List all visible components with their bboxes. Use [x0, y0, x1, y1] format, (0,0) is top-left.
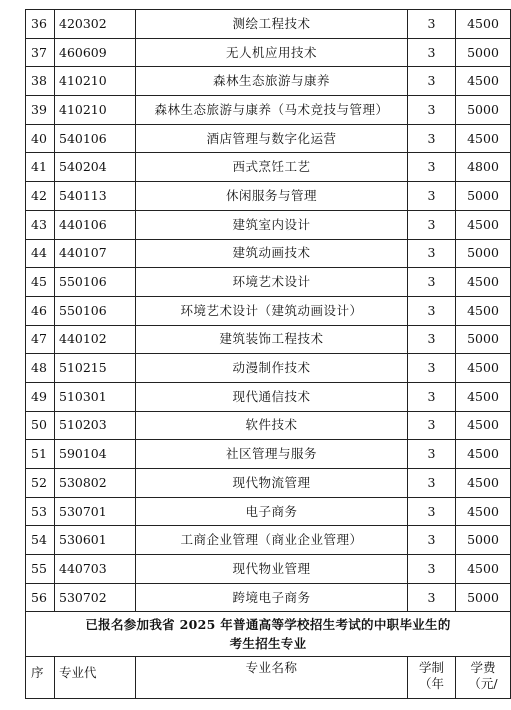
cell-years: 3: [408, 153, 456, 182]
cell-major-code: 540204: [55, 153, 136, 182]
cell-index: 54: [26, 526, 55, 555]
cell-major-name: 无人机应用技术: [136, 38, 408, 67]
header-fee: [456, 657, 511, 699]
cell-years: 3: [408, 411, 456, 440]
cell-major-name: 现代通信技术: [136, 382, 408, 411]
cell-major-code: 510215: [55, 354, 136, 383]
cell-years: 3: [408, 38, 456, 67]
cell-major-code: 540113: [55, 182, 136, 211]
cell-major-code: 530702: [55, 583, 136, 612]
cell-index: 41: [26, 153, 55, 182]
cell-index: 51: [26, 440, 55, 469]
cell-major-code: 440703: [55, 555, 136, 584]
cell-index: 37: [26, 38, 55, 67]
table-row: [26, 411, 511, 440]
cell-index: 38: [26, 67, 55, 96]
cell-years: 3: [408, 440, 456, 469]
cell-major-code: 510301: [55, 382, 136, 411]
cell-major-code: 510203: [55, 411, 136, 440]
cell-fee: 4500: [456, 354, 511, 383]
cell-major-name: 现代物业管理: [136, 555, 408, 584]
cell-years: 3: [408, 10, 456, 39]
section-row: [26, 612, 511, 657]
cell-major-name: 森林生态旅游与康养: [136, 67, 408, 96]
majors-table-body: [26, 10, 511, 612]
cell-major-name: 工商企业管理（商业企业管理）: [136, 526, 408, 555]
section-block: [26, 612, 511, 699]
cell-major-code: 590104: [55, 440, 136, 469]
cell-fee: 5000: [456, 38, 511, 67]
cell-index: 48: [26, 354, 55, 383]
cell-index: 36: [26, 10, 55, 39]
header-years-line1: 学制: [418, 660, 444, 676]
cell-fee: 4500: [456, 124, 511, 153]
cell-fee: 4500: [456, 469, 511, 498]
header-fee-line1: 学费: [470, 660, 496, 676]
cell-index: 40: [26, 124, 55, 153]
table-row: [26, 526, 511, 555]
cell-major-name: 跨境电子商务: [136, 583, 408, 612]
cell-index: 39: [26, 96, 55, 125]
table-row: [26, 124, 511, 153]
column-header-row: [26, 657, 511, 699]
cell-major-code: 440107: [55, 239, 136, 268]
cell-major-code: 460609: [55, 38, 136, 67]
cell-major-code: 440102: [55, 325, 136, 354]
cell-major-name: 环境艺术设计（建筑动画设计）: [136, 296, 408, 325]
header-major-name: 专业名称: [136, 657, 408, 699]
cell-years: 3: [408, 526, 456, 555]
header-years-line2: （年: [418, 676, 444, 692]
table-row: [26, 153, 511, 182]
cell-years: 3: [408, 268, 456, 297]
cell-years: 3: [408, 96, 456, 125]
cell-index: 45: [26, 268, 55, 297]
section-title: [26, 612, 511, 657]
cell-years: 3: [408, 497, 456, 526]
cell-fee: 4500: [456, 67, 511, 96]
cell-index: 42: [26, 182, 55, 211]
cell-fee: 4500: [456, 497, 511, 526]
cell-major-name: 西式烹饪工艺: [136, 153, 408, 182]
cell-index: 53: [26, 497, 55, 526]
cell-fee: 5000: [456, 239, 511, 268]
header-index: 序: [26, 657, 55, 699]
table-row: [26, 67, 511, 96]
table-row: [26, 296, 511, 325]
cell-major-name: 建筑动画技术: [136, 239, 408, 268]
header-fee-line2: （元/: [468, 676, 498, 692]
cell-fee: 5000: [456, 526, 511, 555]
table-row: [26, 583, 511, 612]
cell-fee: 4500: [456, 10, 511, 39]
table-row: [26, 555, 511, 584]
cell-major-code: 550106: [55, 296, 136, 325]
cell-fee: 5000: [456, 583, 511, 612]
cell-major-name: 测绘工程技术: [136, 10, 408, 39]
cell-years: 3: [408, 354, 456, 383]
cell-fee: 4500: [456, 411, 511, 440]
cell-index: 56: [26, 583, 55, 612]
cell-index: 46: [26, 296, 55, 325]
cell-major-name: 酒店管理与数字化运营: [136, 124, 408, 153]
cell-fee: 4500: [456, 268, 511, 297]
table-row: [26, 210, 511, 239]
table-row: [26, 38, 511, 67]
cell-major-code: 410210: [55, 96, 136, 125]
cell-major-code: 440106: [55, 210, 136, 239]
cell-years: 3: [408, 296, 456, 325]
table-row: [26, 354, 511, 383]
table-row: [26, 382, 511, 411]
cell-years: 3: [408, 583, 456, 612]
table-row: [26, 497, 511, 526]
cell-major-name: 环境艺术设计: [136, 268, 408, 297]
cell-index: 55: [26, 555, 55, 584]
cell-major-name: 休闲服务与管理: [136, 182, 408, 211]
cell-major-code: 410210: [55, 67, 136, 96]
cell-index: 50: [26, 411, 55, 440]
table-row: [26, 440, 511, 469]
cell-major-code: 420302: [55, 10, 136, 39]
cell-major-code: 530802: [55, 469, 136, 498]
header-major-code: 专业代: [55, 657, 136, 699]
cell-index: 44: [26, 239, 55, 268]
cell-fee: 4500: [456, 296, 511, 325]
cell-years: 3: [408, 382, 456, 411]
cell-years: 3: [408, 469, 456, 498]
majors-table: [25, 9, 511, 699]
cell-major-code: 530601: [55, 526, 136, 555]
table-row: [26, 182, 511, 211]
cell-years: 3: [408, 210, 456, 239]
cell-fee: 4800: [456, 153, 511, 182]
cell-years: 3: [408, 325, 456, 354]
table-row: [26, 268, 511, 297]
cell-fee: 4500: [456, 440, 511, 469]
cell-years: 3: [408, 182, 456, 211]
cell-major-code: 530701: [55, 497, 136, 526]
cell-years: 3: [408, 555, 456, 584]
cell-index: 52: [26, 469, 55, 498]
table-row: [26, 10, 511, 39]
cell-major-name: 软件技术: [136, 411, 408, 440]
cell-index: 43: [26, 210, 55, 239]
cell-major-name: 建筑装饰工程技术: [136, 325, 408, 354]
cell-major-name: 社区管理与服务: [136, 440, 408, 469]
table-row: [26, 469, 511, 498]
cell-fee: 5000: [456, 182, 511, 211]
cell-years: 3: [408, 124, 456, 153]
cell-index: 47: [26, 325, 55, 354]
section-title-line1: 已报名参加我省 2025 年普通高等学校招生考试的中职毕业生的: [85, 617, 451, 633]
cell-major-name: 建筑室内设计: [136, 210, 408, 239]
section-title-line2: 考生招生专业: [229, 636, 307, 652]
cell-major-name: 森林生态旅游与康养（马术竞技与管理）: [136, 96, 408, 125]
table-row: [26, 96, 511, 125]
table-row: [26, 239, 511, 268]
header-years: [408, 657, 456, 699]
cell-major-code: 540106: [55, 124, 136, 153]
cell-major-name: 现代物流管理: [136, 469, 408, 498]
cell-fee: 4500: [456, 210, 511, 239]
cell-years: 3: [408, 239, 456, 268]
table-row: [26, 325, 511, 354]
cell-index: 49: [26, 382, 55, 411]
cell-major-code: 550106: [55, 268, 136, 297]
cell-years: 3: [408, 67, 456, 96]
cell-fee: 5000: [456, 325, 511, 354]
cell-major-name: 电子商务: [136, 497, 408, 526]
cell-fee: 4500: [456, 555, 511, 584]
cell-fee: 5000: [456, 96, 511, 125]
cell-fee: 4500: [456, 382, 511, 411]
cell-major-name: 动漫制作技术: [136, 354, 408, 383]
